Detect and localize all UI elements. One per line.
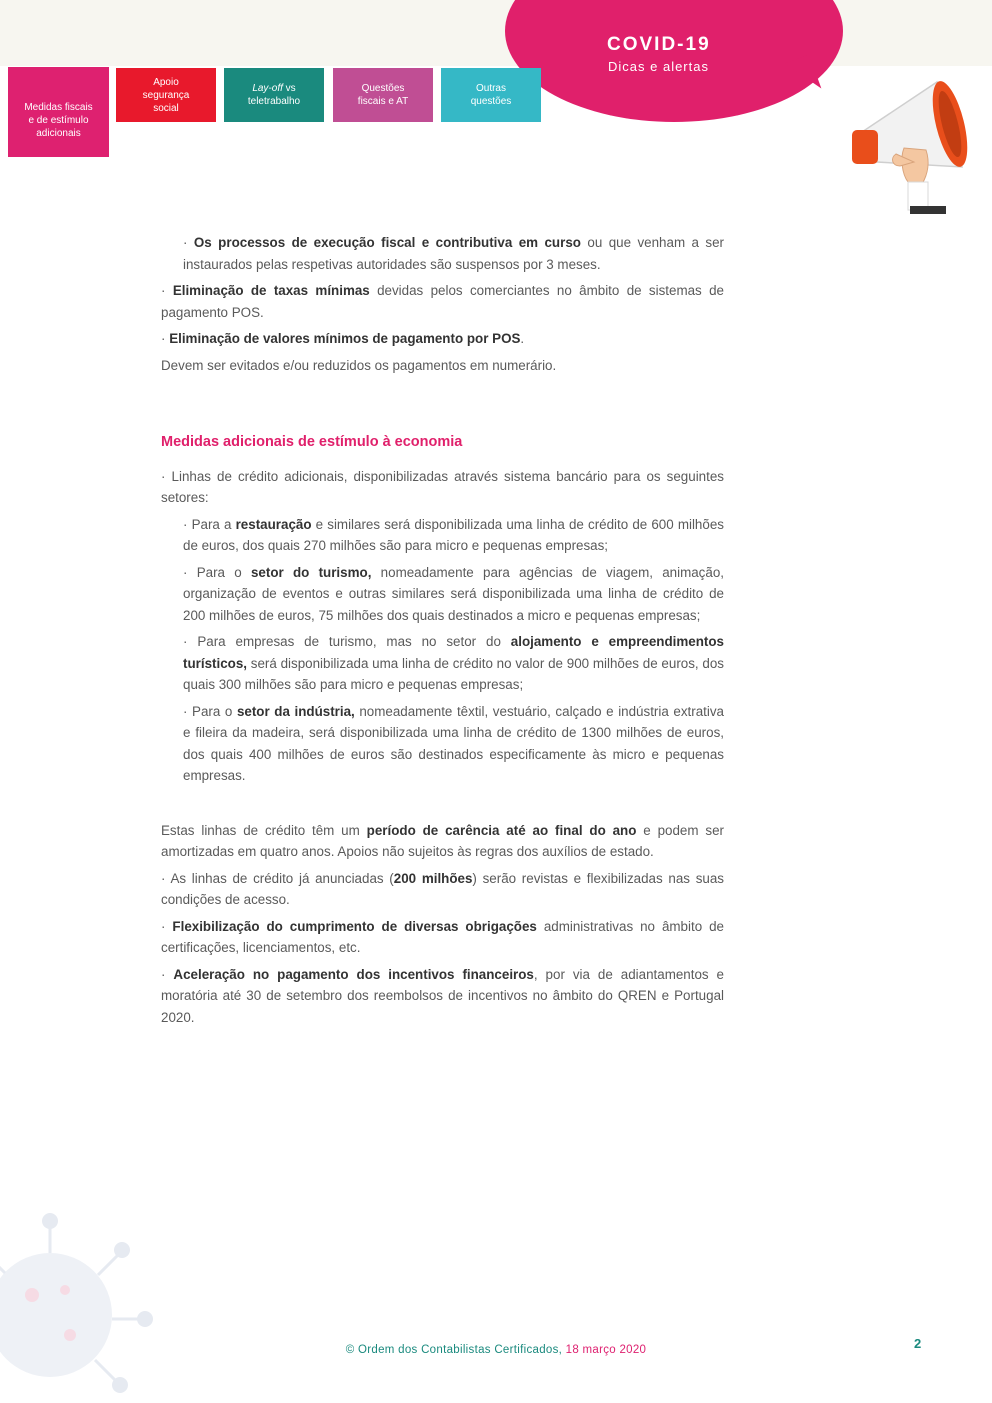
tab-label-line: questões	[470, 96, 512, 107]
paragraph: · Eliminação de taxas mínimas devidas pelos comerciantes no âmbito de sistemas de pagamento POS.	[161, 283, 724, 320]
megaphone-icon	[842, 62, 982, 222]
text: e podem ser amortizadas em quatro anos. Apoios não sujeitos às regras dos auxílios de estado.	[161, 822, 724, 859]
text: administrativas no âmbito de certificações, licenciamentos, etc.	[161, 918, 724, 955]
tab-label-line: social	[153, 102, 179, 114]
bold-text: restauração	[235, 516, 312, 532]
paragraph: · Para a restauração e similares será disponibilizada uma linha de crédito de 600 milhões de euros, dos quais 270 milhões são para micro e pequenas empresas;	[183, 516, 724, 553]
text: nomeadamente têxtil, vestuário, calçado e indústria extrativa e fileira da madeira, será disponibilizada uma linha de crédito de 1300 milhões de euros, dos quais 400 milhões de euros são destinados especificamente às micro e pequenas empresas.	[183, 703, 724, 783]
paragraph: · Aceleração no pagamento dos incentivos financeiros, por via de adiantamentos e moratória até 30 de setembro dos reembolsos de incentivos no âmbito do QREN e Portugal 2020.	[161, 966, 725, 1025]
text: Estas linhas de crédito têm um	[161, 822, 367, 838]
tab-outras-questoes[interactable]	[441, 68, 541, 122]
page-number: 2	[914, 1336, 922, 1351]
paragraph: · Para o setor da indústria, nomeadamente têxtil, vestuário, calçado e indústria extrativa e fileira da madeira, será disponibilizada uma linha de crédito de 1300 milhões de euros, dos quais 400 milhões de euros são destinados especificamente às micro e pequenas empresas.	[183, 703, 724, 783]
text: Para empresas de turismo, mas no setor do	[197, 634, 511, 649]
paragraph: · Flexibilização do cumprimento de diversas obrigações administrativas no âmbito de certificações, licenciamentos, etc.	[161, 918, 724, 955]
paragraph: · Para empresas de turismo, mas no setor do alojamento e empreendimentos turísticos, será disponibilizada uma linha de crédito no valor de 900 milhões de euros, dos quais 300 milhões são para micro e pequenas empresas;	[183, 634, 724, 692]
bold-text: Os processos de execução fiscal e contributiva em curso	[193, 235, 581, 250]
tab-label-line: fiscais e AT	[357, 96, 409, 107]
tab-label-suffix: vs	[282, 83, 296, 94]
bold-text: Eliminação de taxas mínimas	[172, 283, 370, 298]
paragraph: · Para o setor do turismo, nomeadamente para agências de viagem, animação, organização de eventos e outras similares será disponibilizada uma linha de crédito de 200 milhões de euros, 75 milhões dos quais destinados a micro e pequenas empresas;	[183, 564, 724, 623]
section-title: Medidas adicionais de estímulo à economia	[161, 434, 463, 450]
bold-text: período de carência até ao final do ano	[366, 822, 637, 838]
paragraph: · Eliminação de valores mínimos de pagamento por POS.	[161, 331, 525, 346]
text: será disponibilizada uma linha de crédito no valor de 900 milhões de euros, dos quais 300 milhões são para micro e pequenas empresas;	[183, 655, 724, 692]
text: devidas pelos comerciantes no âmbito de sistemas de pagamento POS.	[161, 283, 724, 320]
footer-date: 18 março 2020	[562, 1344, 647, 1356]
paragraph: Devem ser evitados e/ou reduzidos os pagamentos em numerário.	[161, 357, 557, 373]
tab-lay-off-teletrabalho[interactable]	[224, 68, 324, 122]
tab-label-italic: Lay-off	[252, 83, 283, 94]
paragraph: · Linhas de crédito adicionais, disponibilizadas através sistema bancário para os seguintes setores:	[161, 468, 724, 505]
bold-text: setor da indústria,	[236, 703, 355, 719]
text: Para a	[191, 516, 236, 532]
text: Para o	[192, 703, 237, 719]
text: Para o	[196, 564, 251, 580]
bold-text: Flexibilização do cumprimento de diversas obrigações	[172, 918, 537, 934]
header-title: COVID-19	[607, 34, 711, 55]
virus-icon	[0, 1195, 170, 1403]
bold-text: Aceleração no pagamento dos incentivos financeiros	[173, 966, 534, 982]
paragraph	[161, 820, 724, 863]
text: Linhas de crédito adicionais, disponibilizadas através sistema bancário para os seguintes setores:	[161, 468, 724, 505]
text: .	[520, 331, 525, 346]
header-band	[0, 0, 992, 66]
paragraph: · As linhas de crédito já anunciadas (200 milhões) serão revistas e flexibilizadas nas suas condições de acesso.	[161, 870, 724, 907]
text: , por via de adiantamentos e moratória até 30 de setembro dos reembolsos de incentivos no âmbito do QREN e Portugal 2020.	[161, 966, 725, 1025]
tab-label-line: adicionais	[36, 127, 81, 139]
tab-label-line: Apoio	[153, 76, 179, 88]
tab-label-line: Questões	[361, 83, 405, 94]
tab-questoes-fiscais[interactable]	[333, 68, 433, 122]
footer-copyright: © Ordem dos Contabilistas Certificados,	[345, 1344, 563, 1356]
main-content	[161, 232, 724, 1033]
tab-label-line: Medidas fiscais	[24, 101, 93, 113]
tab-label-line: segurança	[142, 89, 190, 101]
tab-medidas-fiscais[interactable]	[8, 67, 109, 157]
tab-label-line: Outras	[475, 83, 506, 94]
paragraph: · Os processos de execução fiscal e contributiva em curso ou que venham a ser instaurados pelas respetivas autoridades são suspensos por 3 meses.	[183, 235, 724, 272]
text: As linhas de crédito já anunciadas (	[170, 870, 394, 886]
tab-label-line: teletrabalho	[247, 96, 301, 107]
footer	[0, 1344, 992, 1356]
text: ou que venham a ser instaurados pelas respetivas autoridades são suspensos por 3 meses.	[183, 235, 724, 272]
tab-label-line: e de estímulo	[28, 114, 89, 126]
bold-text: Eliminação de valores mínimos de pagamento por POS	[169, 331, 521, 346]
tab-apoio-seguranca-social[interactable]	[116, 68, 216, 122]
text: ) serão revistas e flexibilizadas nas suas condições de acesso.	[161, 870, 724, 907]
tab-label-line	[248, 82, 300, 95]
spacer	[161, 792, 724, 820]
text: e similares será disponibilizada uma linha de crédito de 600 milhões de euros, dos quais 270 milhões são para micro e pequenas empresas;	[183, 516, 724, 553]
header-subtitle: Dicas e alertas	[608, 59, 709, 74]
bold-text: setor do turismo,	[250, 564, 372, 580]
text: nomeadamente para agências de viagem, animação, organização de eventos e outras similares será disponibilizada uma linha de crédito de 200 milhões de euros, 75 milhões dos quais destinados a micro e pequenas empresas;	[183, 564, 724, 623]
bold-text: 200 milhões	[393, 870, 473, 886]
bold-text: alojamento e empreendimentos turísticos,	[183, 634, 724, 671]
